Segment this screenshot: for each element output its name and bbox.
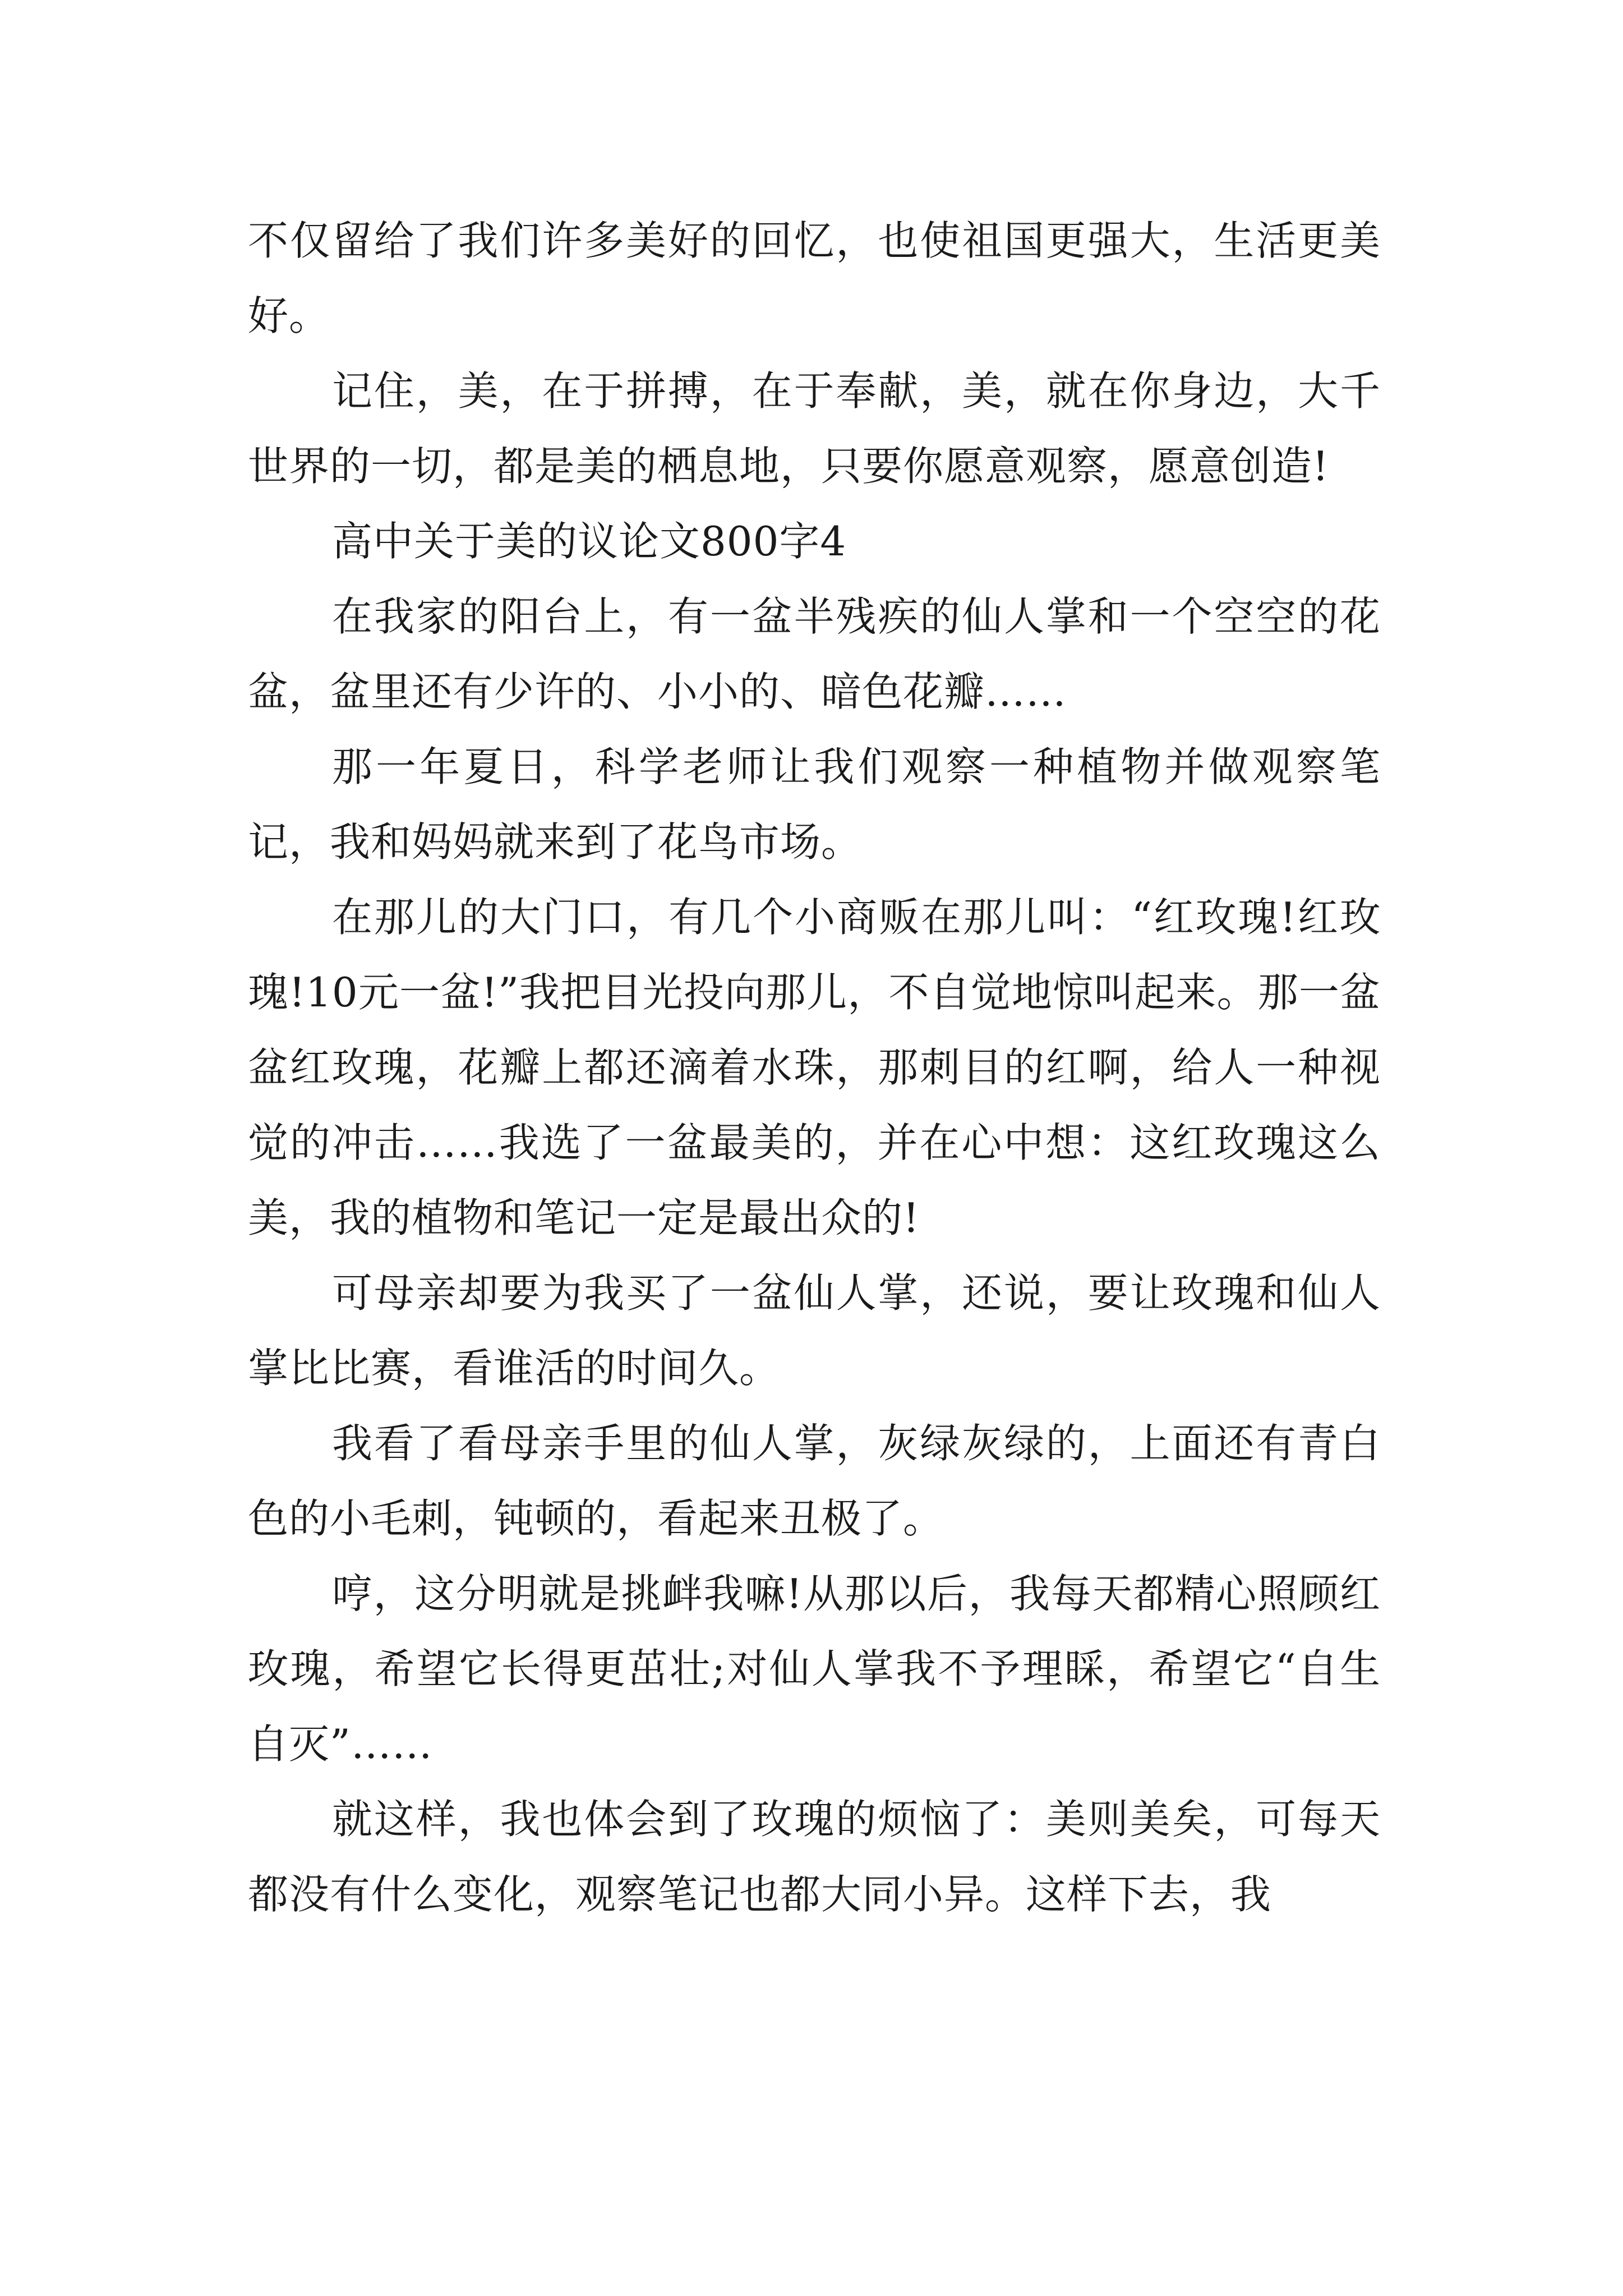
paragraph: 在那儿的大门口，有几个小商贩在那儿叫：“红玫瑰!红玫瑰!10元一盆!”我把目光投向那儿，不自觉地惊叫起来。那一盆盆红玫瑰，花瓣上都还滴着水珠，那刺目的红啊，给人一种视觉的冲击……我选了一盆最美的，并在心中想：这红玫瑰这么美，我的植物和笔记一定是最出众的! [248, 894, 1381, 1241]
paragraph: 就这样，我也体会到了玫瑰的烦恼了：美则美矣，可每天都没有什么变化，观察笔记也都大同小异。这样下去，我 [248, 1796, 1381, 1918]
paragraph: 哼，这分明就是挑衅我嘛!从那以后，我每天都精心照顾红玫瑰，希望它长得更茁壮;对仙人掌我不予理睬，希望它“自生自灭”…… [248, 1570, 1381, 1768]
paragraph: 我看了看母亲手里的仙人掌，灰绿灰绿的，上面还有青白色的小毛刺，钝顿的，看起来丑极了。 [248, 1420, 1381, 1542]
paragraph: 可母亲却要为我买了一盆仙人掌，还说，要让玫瑰和仙人掌比比赛，看谁活的时间久。 [248, 1269, 1381, 1392]
paragraph-continuation: 不仅留给了我们许多美好的回忆，也使祖国更强大，生活更美好。 [248, 217, 1381, 339]
paragraph: 在我家的阳台上，有一盆半残疾的仙人掌和一个空空的花盆，盆里还有少许的、小小的、暗色花瓣…… [248, 593, 1381, 715]
paragraph: 那一年夏日，科学老师让我们观察一种植物并做观察笔记，我和妈妈就来到了花鸟市场。 [248, 743, 1381, 866]
paragraph-conclusion: 记住，美，在于拼搏，在于奉献，美，就在你身边，大千世界的一切，都是美的栖息地，只要你愿意观察，愿意创造! [248, 367, 1381, 490]
section-title: 高中关于美的议论文800字4 [332, 518, 847, 565]
document-body [248, 203, 1381, 1932]
